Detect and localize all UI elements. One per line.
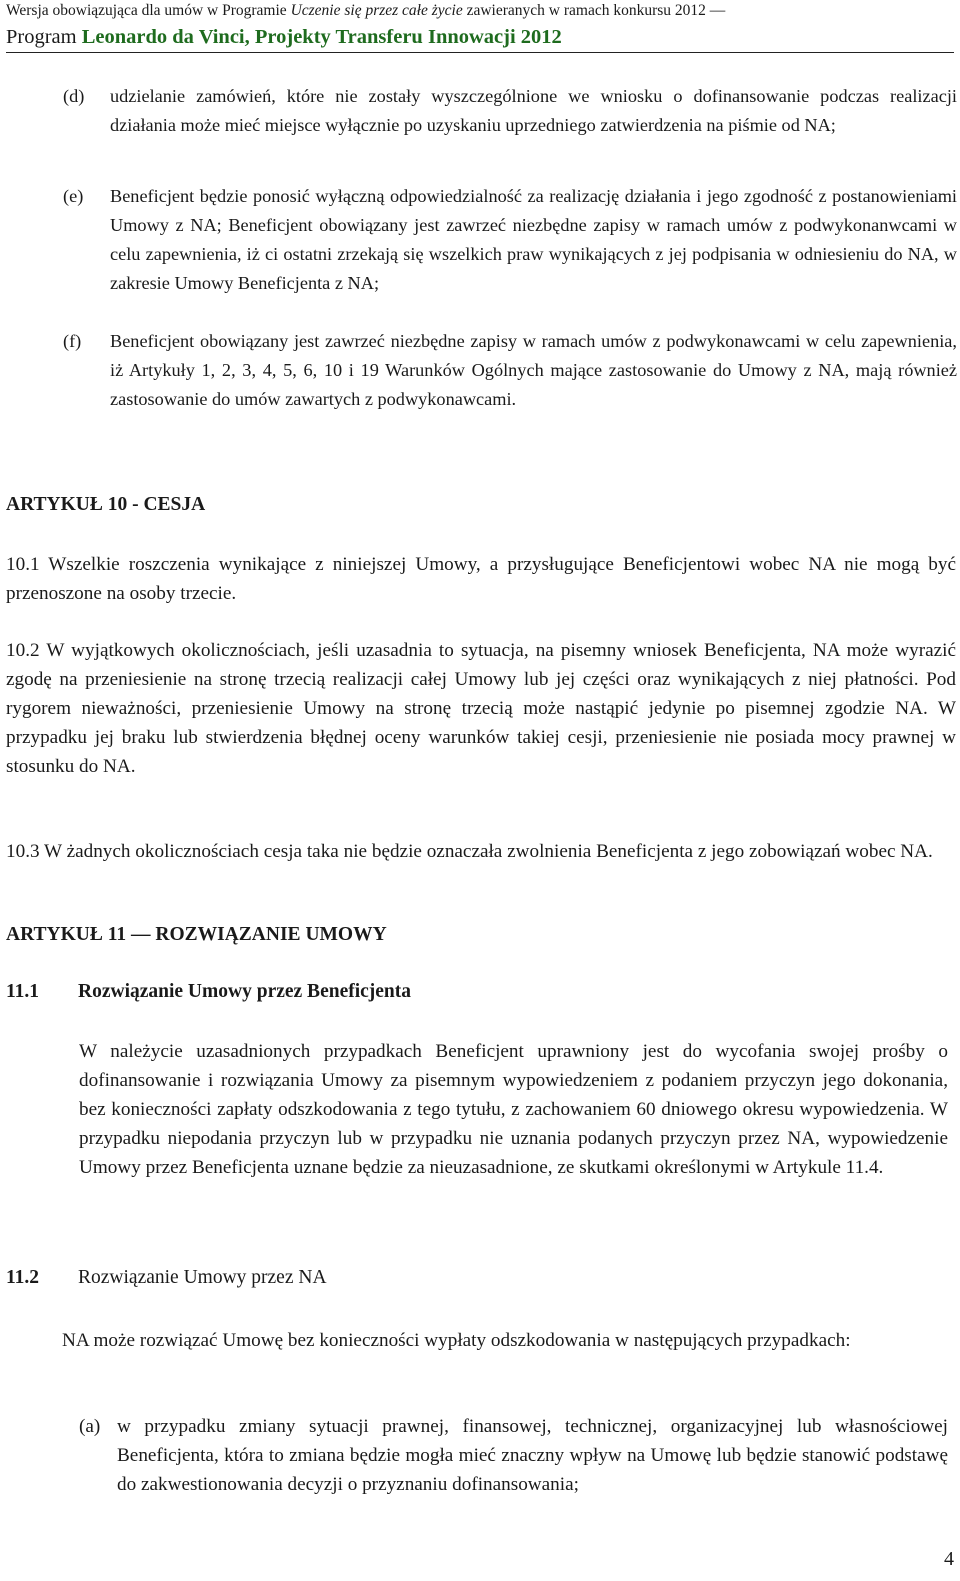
section-number: 11.1 [6, 981, 40, 1002]
header-program-title: Leonardo da Vinci, Projekty Transferu Innowacji 2012 [81, 26, 562, 48]
section-11-2-intro: NA może rozwiązać Umowę bez konieczności wypłaty odszkodowania w następujących przypadkach: [62, 1330, 851, 1351]
list-item-text: udzielanie zamówień, które nie zostały wyszczególnione we wniosku o dofinansowanie podczas realizacji działania może mieć miejsce wyłącznie po uzyskaniu uprzedniego zatwierdzenia na piśmie od NA; [110, 86, 957, 135]
paragraph-10-2: 10.2 W wyjątkowych okolicznościach, jeśli uzasadnia to sytuacja, na pisemny wniosek Beneficjenta, NA może wyrazić zgodę na przeniesienie na stronę trzecią realizacji całej Umowy lub jej części oraz wynikających z niej płatności. Pod rygorem nieważności, przeniesienie Umowy na stronę trzecią może nastąpić jedynie po pisemnej zgodzie NA. W przypadku jej braku lub stwierdzenia błędnej oceny warunków takiej cesji, przeniesienie nie posiada mocy prawnej w stosunku do NA. [6, 640, 956, 777]
section-11-2-heading [6, 1267, 327, 1289]
list-item-label: (f) [63, 331, 82, 351]
header-line-2 [6, 22, 954, 53]
section-11-1-text: W należycie uzasadnionych przypadkach Beneficjent uprawniony jest do wycofania swojej prośby o dofinansowanie i rozwiązania Umowy za pisemnym wypowiedzeniem z podaniem przyczyn jego dokonania, bez konieczności zapłaty odszkodowania z tego tytułu, z zachowaniem 60 dniowego okresu wypowiedzenia. W przypadku niepodania przyczyn lub w przypadku nie uznania podanych przyczyn przez NA, wypowiedzenie Umowy przez Beneficjenta uznane będzie za nieuzasadnione, ze skutkami określonymi w Artykule 11.4. [79, 1041, 948, 1178]
paragraph-10-1: 10.1 Wszelkie roszczenia wynikające z niniejszej Umowy, a przysługujące Beneficjentowi wobec NA nie mogą być przenoszone na osoby trzecie. [6, 554, 956, 604]
list-item-a [79, 1412, 948, 1499]
page-number: 4 [944, 1548, 954, 1570]
list-item-text: Beneficjent obowiązany jest zawrzeć niezbędne zapisy w ramach umów z podwykonawcami w celu zapewnienia, iż Artykuły 1, 2, 3, 4, 5, 6, 10 i 19 Warunków Ogólnych mające zastosowanie do Umowy z NA, mają również zastosowanie do umów zawartych z podwykonawcami. [110, 331, 957, 409]
section-title: Rozwiązanie Umowy przez NA [78, 1267, 327, 1288]
header-text-end: zawieranych w ramach konkursu 2012 — [462, 2, 726, 19]
list-item-d [63, 82, 957, 140]
article-11-heading: ARTYKUŁ 11 — ROZWIĄZANIE UMOWY [6, 924, 387, 945]
header-program-label: Program [6, 26, 82, 48]
header-program-name: Uczenie się przez całe życie [290, 2, 463, 19]
list-item-e [63, 182, 957, 298]
section-11-1-heading [6, 981, 411, 1003]
list-item-f [63, 327, 957, 414]
list-item-text: w przypadku zmiany sytuacji prawnej, finansowej, technicznej, organizacyjnej lub własnościowej Beneficjenta, która to zmiana będzie mogła mieć znaczny wpływ na Umowę lub będzie stanowić podstawę do zakwestionowania decyzji o przyznaniu dofinansowania; [117, 1416, 948, 1495]
page-header [6, 0, 954, 53]
list-item-label: (a) [79, 1416, 101, 1437]
article-10-heading: ARTYKUŁ 10 - CESJA [6, 494, 206, 515]
header-line-1 [6, 0, 954, 22]
list-item-label: (d) [63, 86, 85, 106]
section-title: Rozwiązanie Umowy przez Beneficjenta [78, 981, 412, 1002]
section-number: 11.2 [6, 1267, 40, 1288]
paragraph-10-3: 10.3 W żadnych okolicznościach cesja taka nie będzie oznaczała zwolnienia Beneficjenta z jego zobowiązań wobec NA. [6, 841, 933, 862]
header-text: Wersja obowiązująca dla umów w Programie [6, 2, 291, 19]
list-item-label: (e) [63, 186, 84, 206]
list-item-text: Beneficjent będzie ponosić wyłączną odpowiedzialność za realizację działania i jego zgodność z postanowieniami Umowy z NA; Beneficjent obowiązany jest zawrzeć niezbędne zapisy w ramach umów z podwykonanwcami w celu zapewnienia, iż ci ostatni zrzekają się wszelkich praw wynikających z jej podpisania w odniesieniu do NA, w zakresie Umowy Beneficjenta z NA; [110, 186, 957, 293]
